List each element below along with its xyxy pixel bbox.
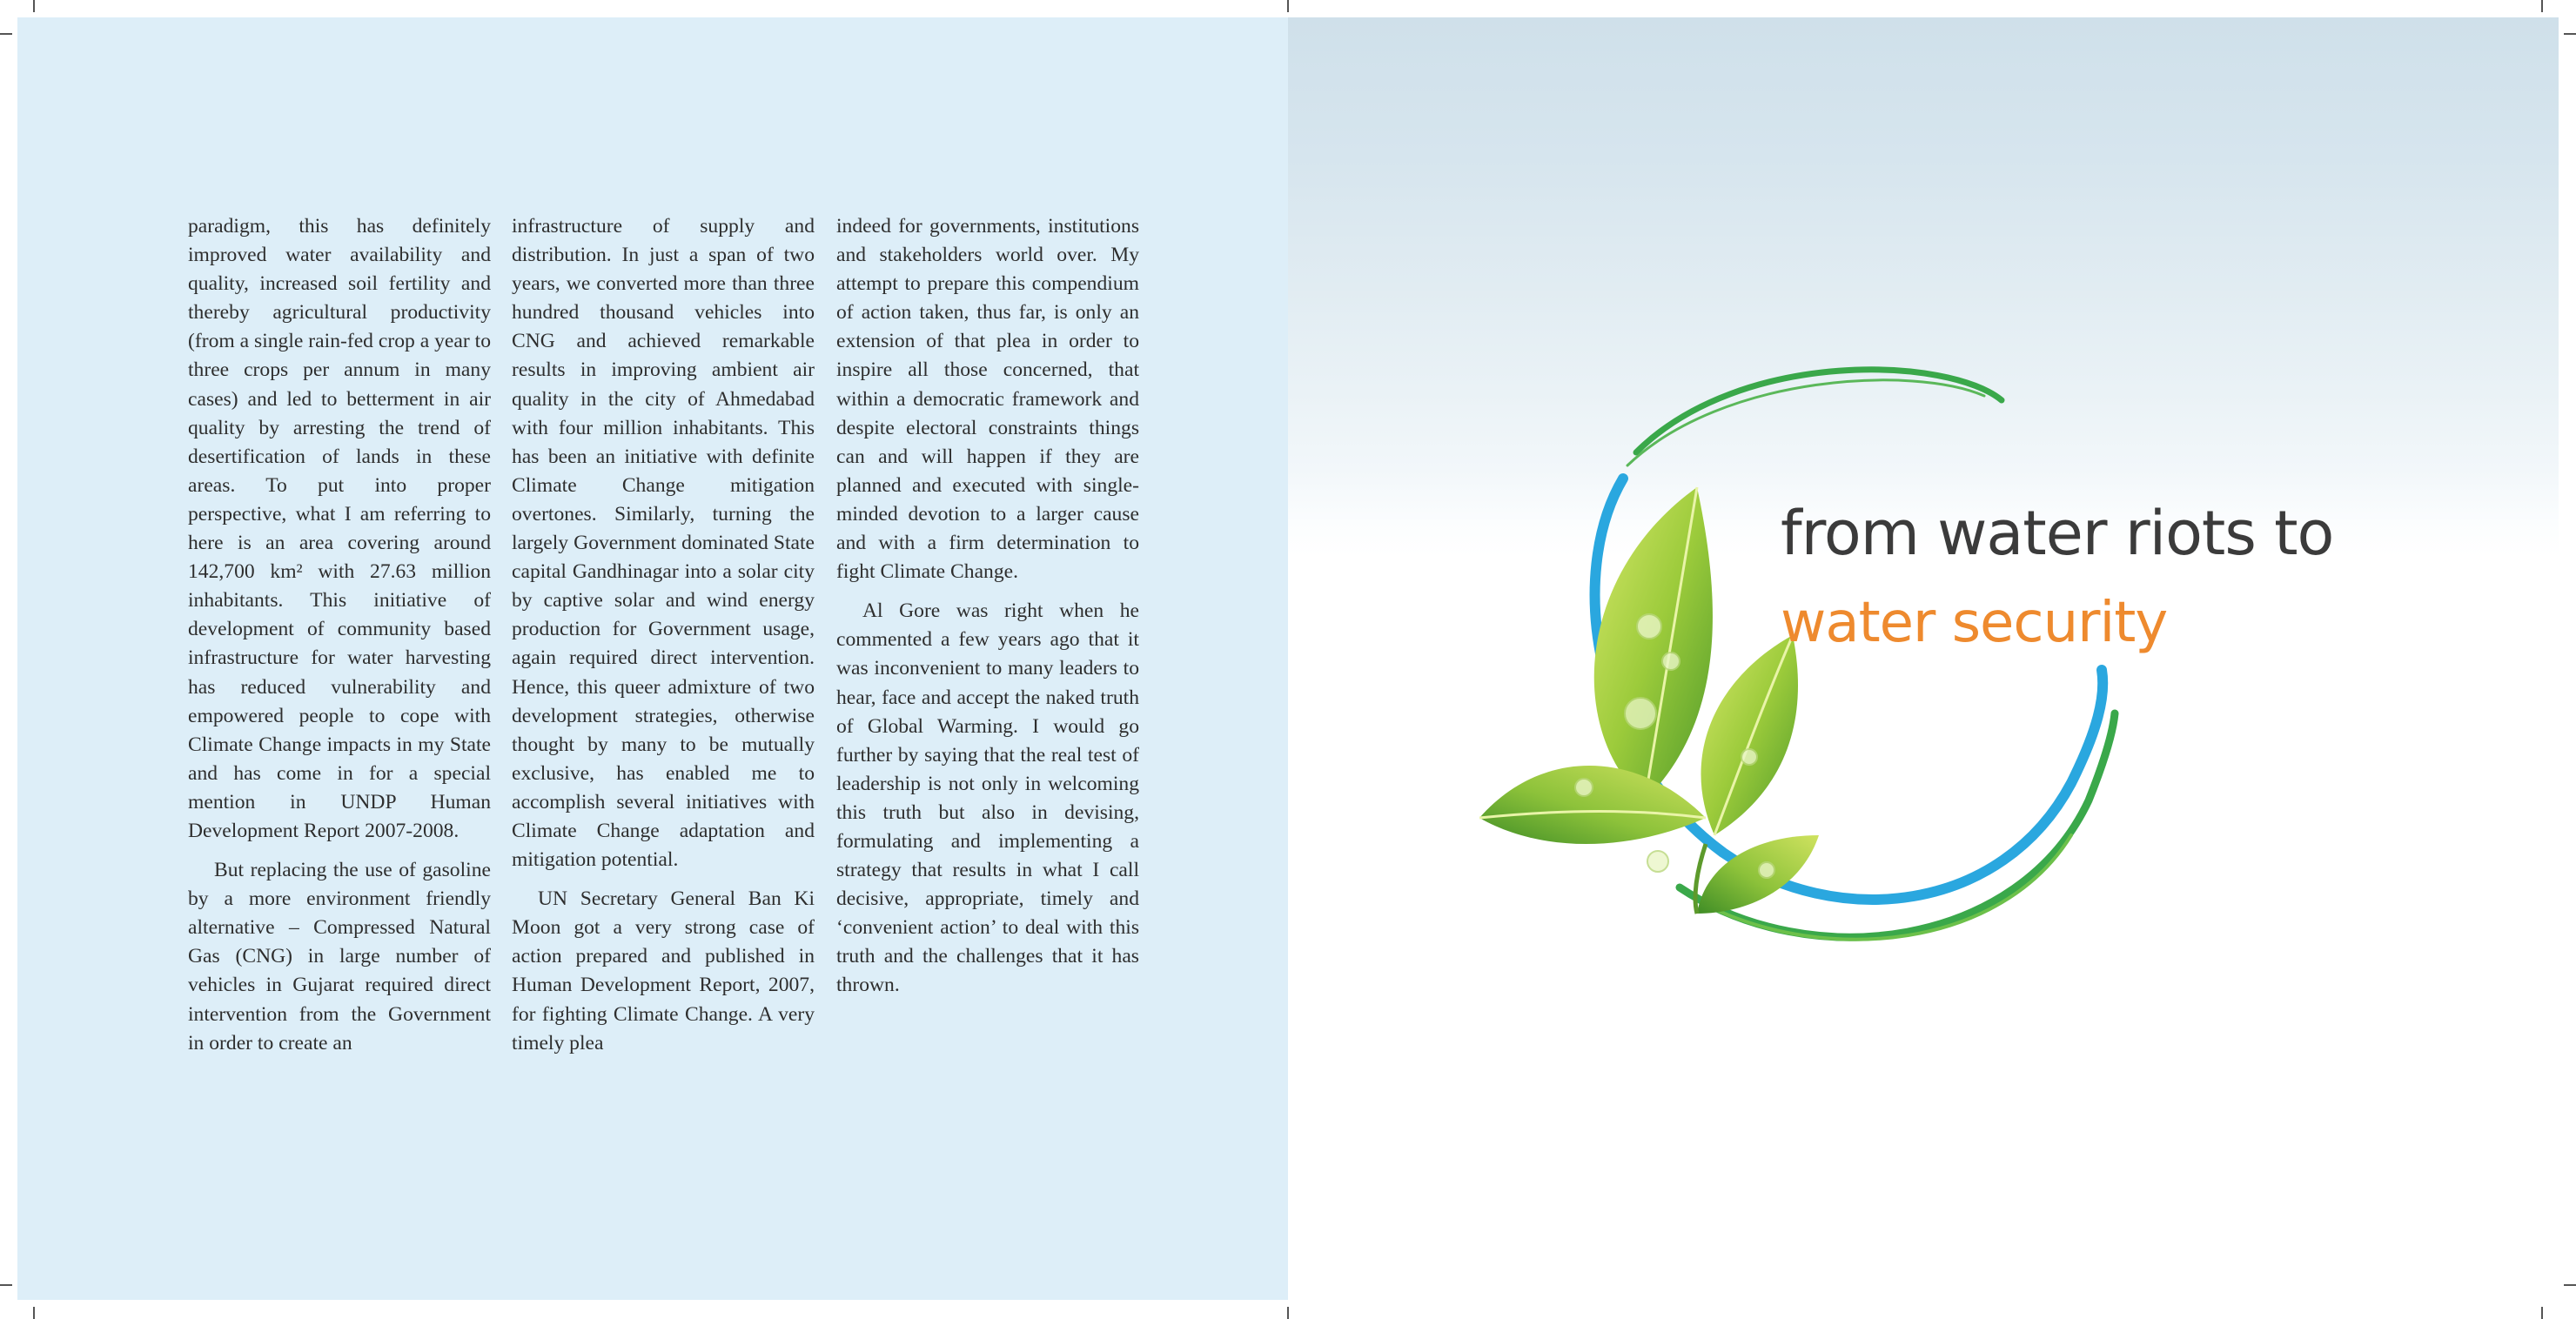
water-drop [1575, 779, 1593, 796]
crop-mark [1287, 0, 1289, 12]
crop-mark [33, 0, 35, 12]
text-column-1 [188, 212, 491, 1068]
title-line-2: water security [1781, 591, 2168, 655]
crop-mark [33, 1307, 35, 1319]
crop-mark [2541, 1307, 2543, 1319]
water-drop [1637, 614, 1661, 639]
paragraph: paradigm, this has definitely improved water availability and quality, increased soil fertility and thereby agricultural productivity (from a single rain-fed crop a year to three crops per annum in many cases) and led to betterment in air quality by arresting the trend of desertification of lands in these areas. To put into proper perspective, what I am referring to here is an area covering around 142,700 km² with 27.63 million inhabitants. This initiative of development of community based infrastructure for water harvesting has reduced vulnerability and empowered people to cope with Climate Change impacts in my State and has come in for a special mention in UNDP Human Development Report 2007-2008. [188, 215, 491, 842]
leaf-left [1479, 766, 1706, 844]
crop-mark [0, 33, 12, 35]
paragraph: infrastructure of supply and distribution. In just a span of two years, we converted more than three hundred thousand vehicles into CNG and achieved remarkable results in improving ambient air quality in the city of Ahmedabad with four million inhabitants. This has been an initiative with definite Climate Change mitigation overtones. Similarly, turning the largely Government dominated State capital Gandhinagar into a solar city by captive solar and wind energy production for Government usage, again required direct intervention. Hence, this queer admixture of two development strategies, otherwise thought by many to be mutually exclusive, has enabled me to accomplish several initiatives with Climate Change adaptation and mitigation potential. [512, 215, 815, 872]
crop-mark [1287, 1307, 1289, 1319]
crop-mark [2564, 1284, 2576, 1286]
paragraph: But replacing the use of gasoline by a more environment friendly alternative – Compressed Natural Gas (CNG) in large number of vehicles in Gujarat required direct intervention from the Government in order to create an [188, 859, 491, 1055]
crop-mark [2564, 33, 2576, 35]
water-drop [1759, 862, 1774, 878]
text-column-2 [512, 212, 815, 1068]
crop-mark [2541, 0, 2543, 12]
green-ring-arc [1636, 370, 2002, 452]
water-drop [1662, 653, 1680, 670]
leaf-ring-logo [1462, 348, 2210, 974]
leaf-right [1701, 635, 1798, 835]
crop-mark [0, 1284, 12, 1286]
text-column-3 [836, 212, 1139, 1011]
water-drop [1625, 698, 1656, 729]
paragraph: UN Secretary General Ban Ki Moon got a very strong case of action prepared and published in Human Development Report, 2007, for fighting Climate Change. A very timely plea [512, 887, 815, 1055]
title-line-1: from water riots to [1781, 498, 2334, 569]
water-drop [1647, 851, 1668, 872]
paragraph: indeed for governments, institutions and stakeholders world over. My attempt to prepare this compendium of action taken, thus far, is only an extension of that plea in order to inspire all those concerned, that within a democratic framework and despite electoral constraints things can and will happen if they are planned and executed with single-minded devotion to a larger cause and with a firm determination to fight Climate Change. [836, 215, 1139, 584]
left-page [17, 17, 1288, 1300]
water-drop [1741, 749, 1757, 765]
green-ring-arc-2 [1627, 380, 1984, 465]
paragraph: Al Gore was right when he commented a few years ago that it was inconvenient to many leaders to hear, face and accept the naked truth of Global Warming. I would go further by saying that the real test of leadership is not only in welcoming this truth but also in devising, formulating and implementing a strategy that results in what I call decisive, appropriate, timely and ‘convenient action’ to deal with this truth and the challenges that it has thrown. [836, 599, 1139, 997]
